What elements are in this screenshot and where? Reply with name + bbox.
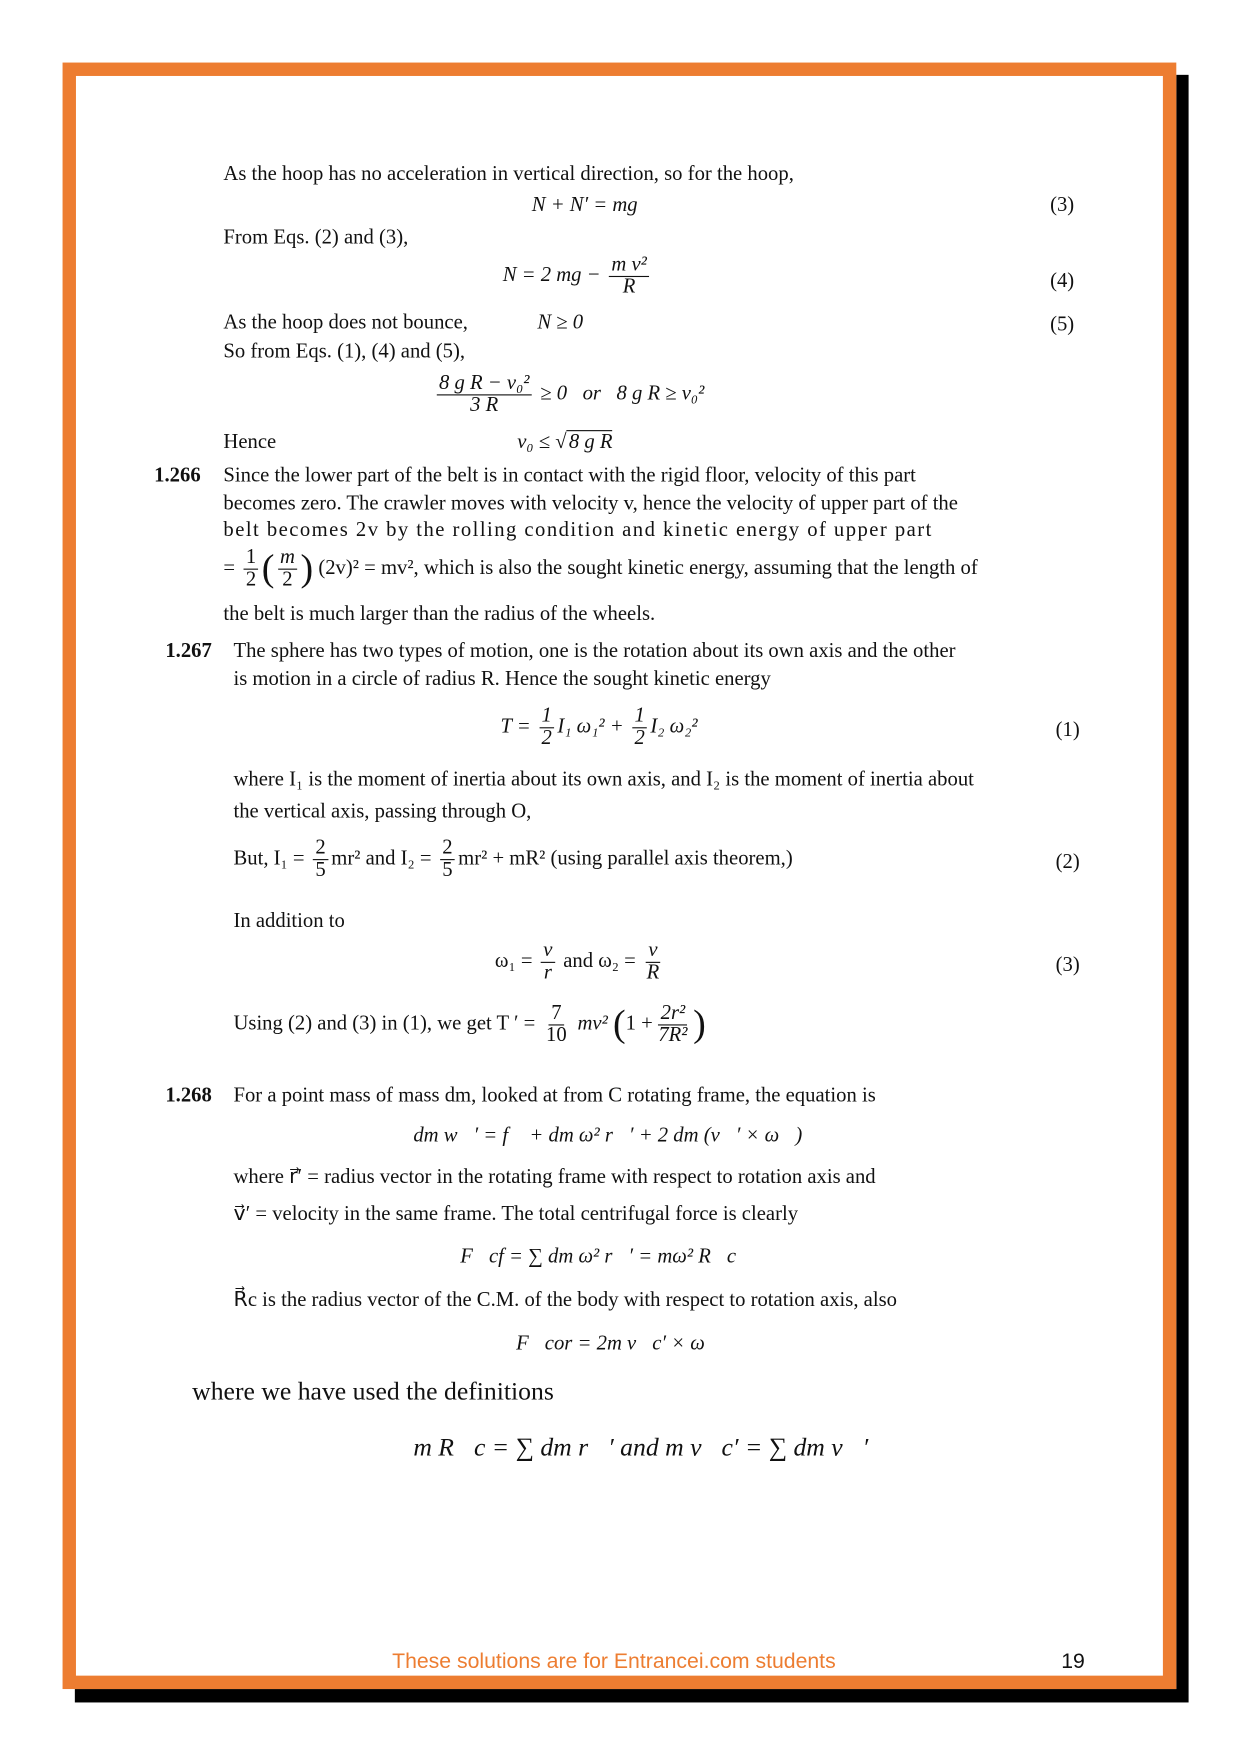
text-line: For a point mass of mass dm, looked at from C rotating frame, the equation is (233, 1084, 876, 1108)
equation: N ≥ 0 (537, 311, 584, 335)
eq-part: ≥ 0 or 8 g R ≥ v₀² (540, 382, 705, 406)
page-number: 19 (1061, 1649, 1085, 1674)
eq-part: = (223, 557, 236, 580)
numerator: 1 (539, 706, 554, 728)
text-line: R⃗c is the radius vector of the C.M. of the body with respect to rotation axis, also (233, 1289, 897, 1312)
text-line: = $\frac{1}{2}$ ( $\frac{m}{2}$ ) (2v)² = mv², which is also the sought kinetic energy, assuming that the length of (223, 546, 978, 591)
text-line: the vertical axis, passing through O, (233, 800, 532, 824)
numerator: 7 (549, 1003, 564, 1025)
eq-part: N = 2 mg − (502, 264, 601, 287)
fraction (644, 941, 661, 985)
fraction (278, 547, 297, 591)
equation (495, 941, 665, 985)
numerator: 2 (313, 838, 328, 860)
denominator: 2 (541, 727, 552, 750)
equation (500, 706, 697, 750)
fraction (632, 706, 647, 750)
equation-number: (4) (1050, 270, 1075, 293)
numerator: 2 (440, 838, 455, 860)
denominator: R (622, 275, 636, 299)
equation-number: (3) (1055, 954, 1080, 977)
eq-part: and ω₂ = (563, 950, 636, 973)
text-line: becomes zero. The crawler moves with velocity v, hence the velocity of upper part of the (223, 492, 958, 515)
fraction (539, 706, 554, 750)
equation-number: (2) (1055, 851, 1080, 874)
numerator: m v² (609, 255, 649, 277)
equation: N + N′ = mg (531, 194, 638, 217)
equation: Using (2) and (3) in (1), we get T ′ = $\frac{7}{10}$ mv² (1 + $\frac{\text{2r²}}{\text{7R²}}$ ) (233, 1002, 706, 1047)
eq-part: v₀ ≤ √ (517, 431, 567, 454)
text-line: v⃗′ = velocity in the same frame. The total centrifugal force is clearly (233, 1203, 799, 1226)
equation-number: (5) (1050, 313, 1075, 337)
fraction (544, 1003, 569, 1047)
text-line: The sphere has two types of motion, one is the rotation about its own axis and the other (233, 640, 956, 663)
text-line: where we have used the definitions (192, 1377, 554, 1406)
denominator: 7R² (658, 1024, 688, 1047)
denominator: 2 (282, 568, 293, 591)
text-line: where I₁ is the moment of inertia about its own axis, and I₂ is the moment of inertia about (233, 768, 974, 791)
denominator: r (543, 961, 552, 985)
equation (517, 430, 612, 455)
numerator: v (646, 941, 660, 963)
problem-number: 1.267 (165, 640, 212, 663)
denominator: 3 R (470, 394, 499, 417)
eq-part: mv² (577, 1012, 608, 1036)
radicand: 8 g R (567, 430, 613, 453)
equation-number: (1) (1055, 719, 1080, 742)
text-line: As the hoop does not bounce, (223, 311, 468, 335)
numerator: 1 (632, 706, 647, 728)
numerator: v (541, 941, 555, 963)
eq-part: Using (2) and (3) in (1), we get T ′ = (233, 1012, 536, 1036)
fraction (656, 1003, 690, 1047)
footer-text: These solutions are for Entrancei.com students (392, 1649, 836, 1674)
eq-part: I₁ ω₁² + (557, 715, 624, 739)
numerator: m (278, 547, 297, 569)
equation-number: (3) (1050, 194, 1075, 217)
eq-part: 1 + (625, 1012, 653, 1036)
eq-part: mr² + mR² (using parallel axis theorem,) (458, 847, 793, 870)
text-line: the belt is much larger than the radius of the wheels. (223, 603, 656, 626)
denominator: 2 (245, 568, 257, 591)
text-line: Hence (223, 431, 277, 454)
text-line: As the hoop has no acceleration in vertical direction, so for the hoop, (223, 163, 794, 186)
equation (233, 838, 792, 882)
eq-part: mr² and I₂ = (331, 847, 432, 870)
problem-number: 1.266 (154, 464, 201, 488)
fraction (437, 373, 532, 417)
text-line: In addition to (233, 910, 345, 933)
numerator: 1 (244, 547, 259, 569)
fraction (244, 547, 259, 591)
text-line: where r⃗′ = radius vector in the rotating frame with respect to rotation axis and (233, 1166, 876, 1189)
fraction (440, 838, 455, 882)
equation: m R⃗c = ∑ dm r⃗′ and m v⃗c′ = ∑ dm v⃗′ (413, 1433, 869, 1462)
equation: F⃗cor = 2m v⃗c′ × ω⃗ (516, 1332, 721, 1356)
fraction (609, 255, 649, 299)
denominator: 5 (315, 859, 326, 882)
equation: dm w⃗′ = f⃗ + dm ω² r⃗′ + 2 dm (v⃗′ × ω⃗) (413, 1124, 803, 1148)
text-line (223, 464, 1078, 489)
eq-part: T = (500, 715, 531, 739)
numerator: 2r² (658, 1003, 687, 1025)
problem-number: 1.268 (165, 1084, 212, 1108)
fraction (541, 941, 555, 985)
text-line: belt becomes 2v by the rolling condition and kinetic energy of upper part (223, 519, 933, 542)
denominator: R (646, 961, 660, 985)
eq-part: I₂ ω₂² (650, 715, 698, 739)
text: Since the lower part of the belt is in contact with the rigid floor, velocity of this part (223, 464, 916, 488)
eq-part: But, I₁ = (233, 847, 305, 870)
denominator: 10 (546, 1024, 567, 1047)
text-line: So from Eqs. (1), (4) and (5), (223, 340, 466, 364)
text-line: is motion in a circle of radius R. Hence the sought kinetic energy (233, 668, 771, 691)
equation (503, 255, 653, 299)
eq-part: ω₁ = (494, 950, 533, 973)
equation (433, 373, 704, 417)
fraction (313, 838, 328, 882)
denominator: 2 (634, 727, 645, 750)
numerator: 8 g R − v₀² (437, 373, 532, 395)
text-line: From Eqs. (2) and (3), (223, 226, 409, 250)
denominator: 5 (442, 859, 453, 882)
text: (2v)² = mv², which is also the sought kinetic energy, assuming that the length of (318, 557, 978, 580)
equation: F⃗cf = ∑ dm ω² r⃗′ = mω² R⃗c (460, 1245, 737, 1268)
